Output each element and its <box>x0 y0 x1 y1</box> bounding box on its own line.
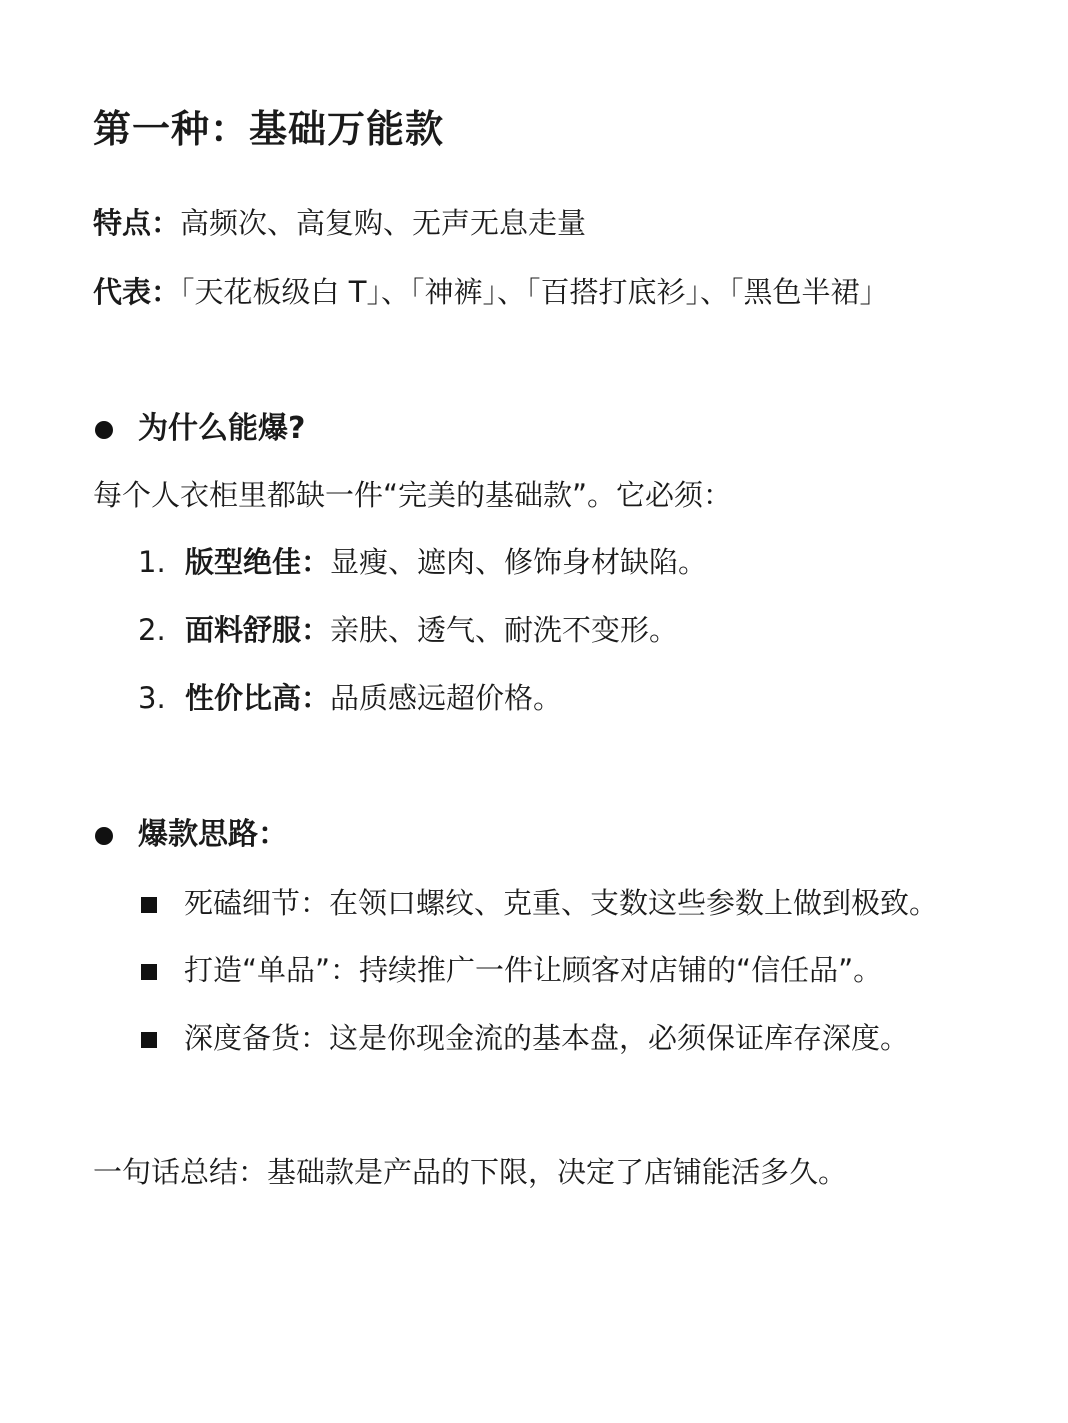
bullet-dot-icon <box>95 421 113 439</box>
square-bullet-icon <box>141 964 157 980</box>
why-item-3 <box>185 681 563 715</box>
why-item-2-text: 亲肤、透气、耐洗不变形。 <box>330 613 679 647</box>
why-intro: 每个人衣柜里都缺一件“完美的基础款”。它必须： <box>93 478 733 512</box>
features-label: 特点： <box>93 206 181 240</box>
representative-line <box>93 275 889 309</box>
why-heading: 为什么能爆? <box>138 411 306 446</box>
why-item-2 <box>185 613 679 647</box>
why-item-1-number: 1. <box>138 545 166 579</box>
why-item-3-text: 品质感远超价格。 <box>330 681 563 715</box>
summary-line: 一句话总结：基础款是产品的下限，决定了店铺能活多久。 <box>93 1155 848 1189</box>
why-item-2-number: 2. <box>138 613 166 647</box>
square-bullet-icon <box>141 897 157 913</box>
features-line <box>93 206 587 240</box>
ideas-heading: 爆款思路： <box>138 817 288 852</box>
why-item-2-label: 面料舒服： <box>185 613 331 647</box>
why-item-3-number: 3. <box>138 681 166 715</box>
page-title: 第一种：基础万能款 <box>93 107 445 151</box>
why-item-1-label: 版型绝佳： <box>185 545 331 579</box>
features-value: 高频次、高复购、无声无息走量 <box>180 206 587 240</box>
why-item-1-text: 显瘦、遮肉、修饰身材缺陷。 <box>330 545 708 579</box>
why-item-3-label: 性价比高： <box>185 681 331 715</box>
bullet-dot-icon <box>95 827 113 845</box>
ideas-item-3: 深度备货：这是你现金流的基本盘，必须保证库存深度。 <box>184 1021 910 1055</box>
why-item-1 <box>185 545 708 579</box>
ideas-item-2: 打造“单品”：持续推广一件让顾客对店铺的“信任品”。 <box>184 953 883 987</box>
representative-label: 代表： <box>93 275 181 309</box>
ideas-item-1: 死磕细节：在领口螺纹、克重、支数这些参数上做到极致。 <box>184 886 939 920</box>
representative-value: 「天花板级白 T」、「神裤」、「百搭打底衫」、「黑色半裙」 <box>180 275 889 309</box>
square-bullet-icon <box>141 1032 157 1048</box>
